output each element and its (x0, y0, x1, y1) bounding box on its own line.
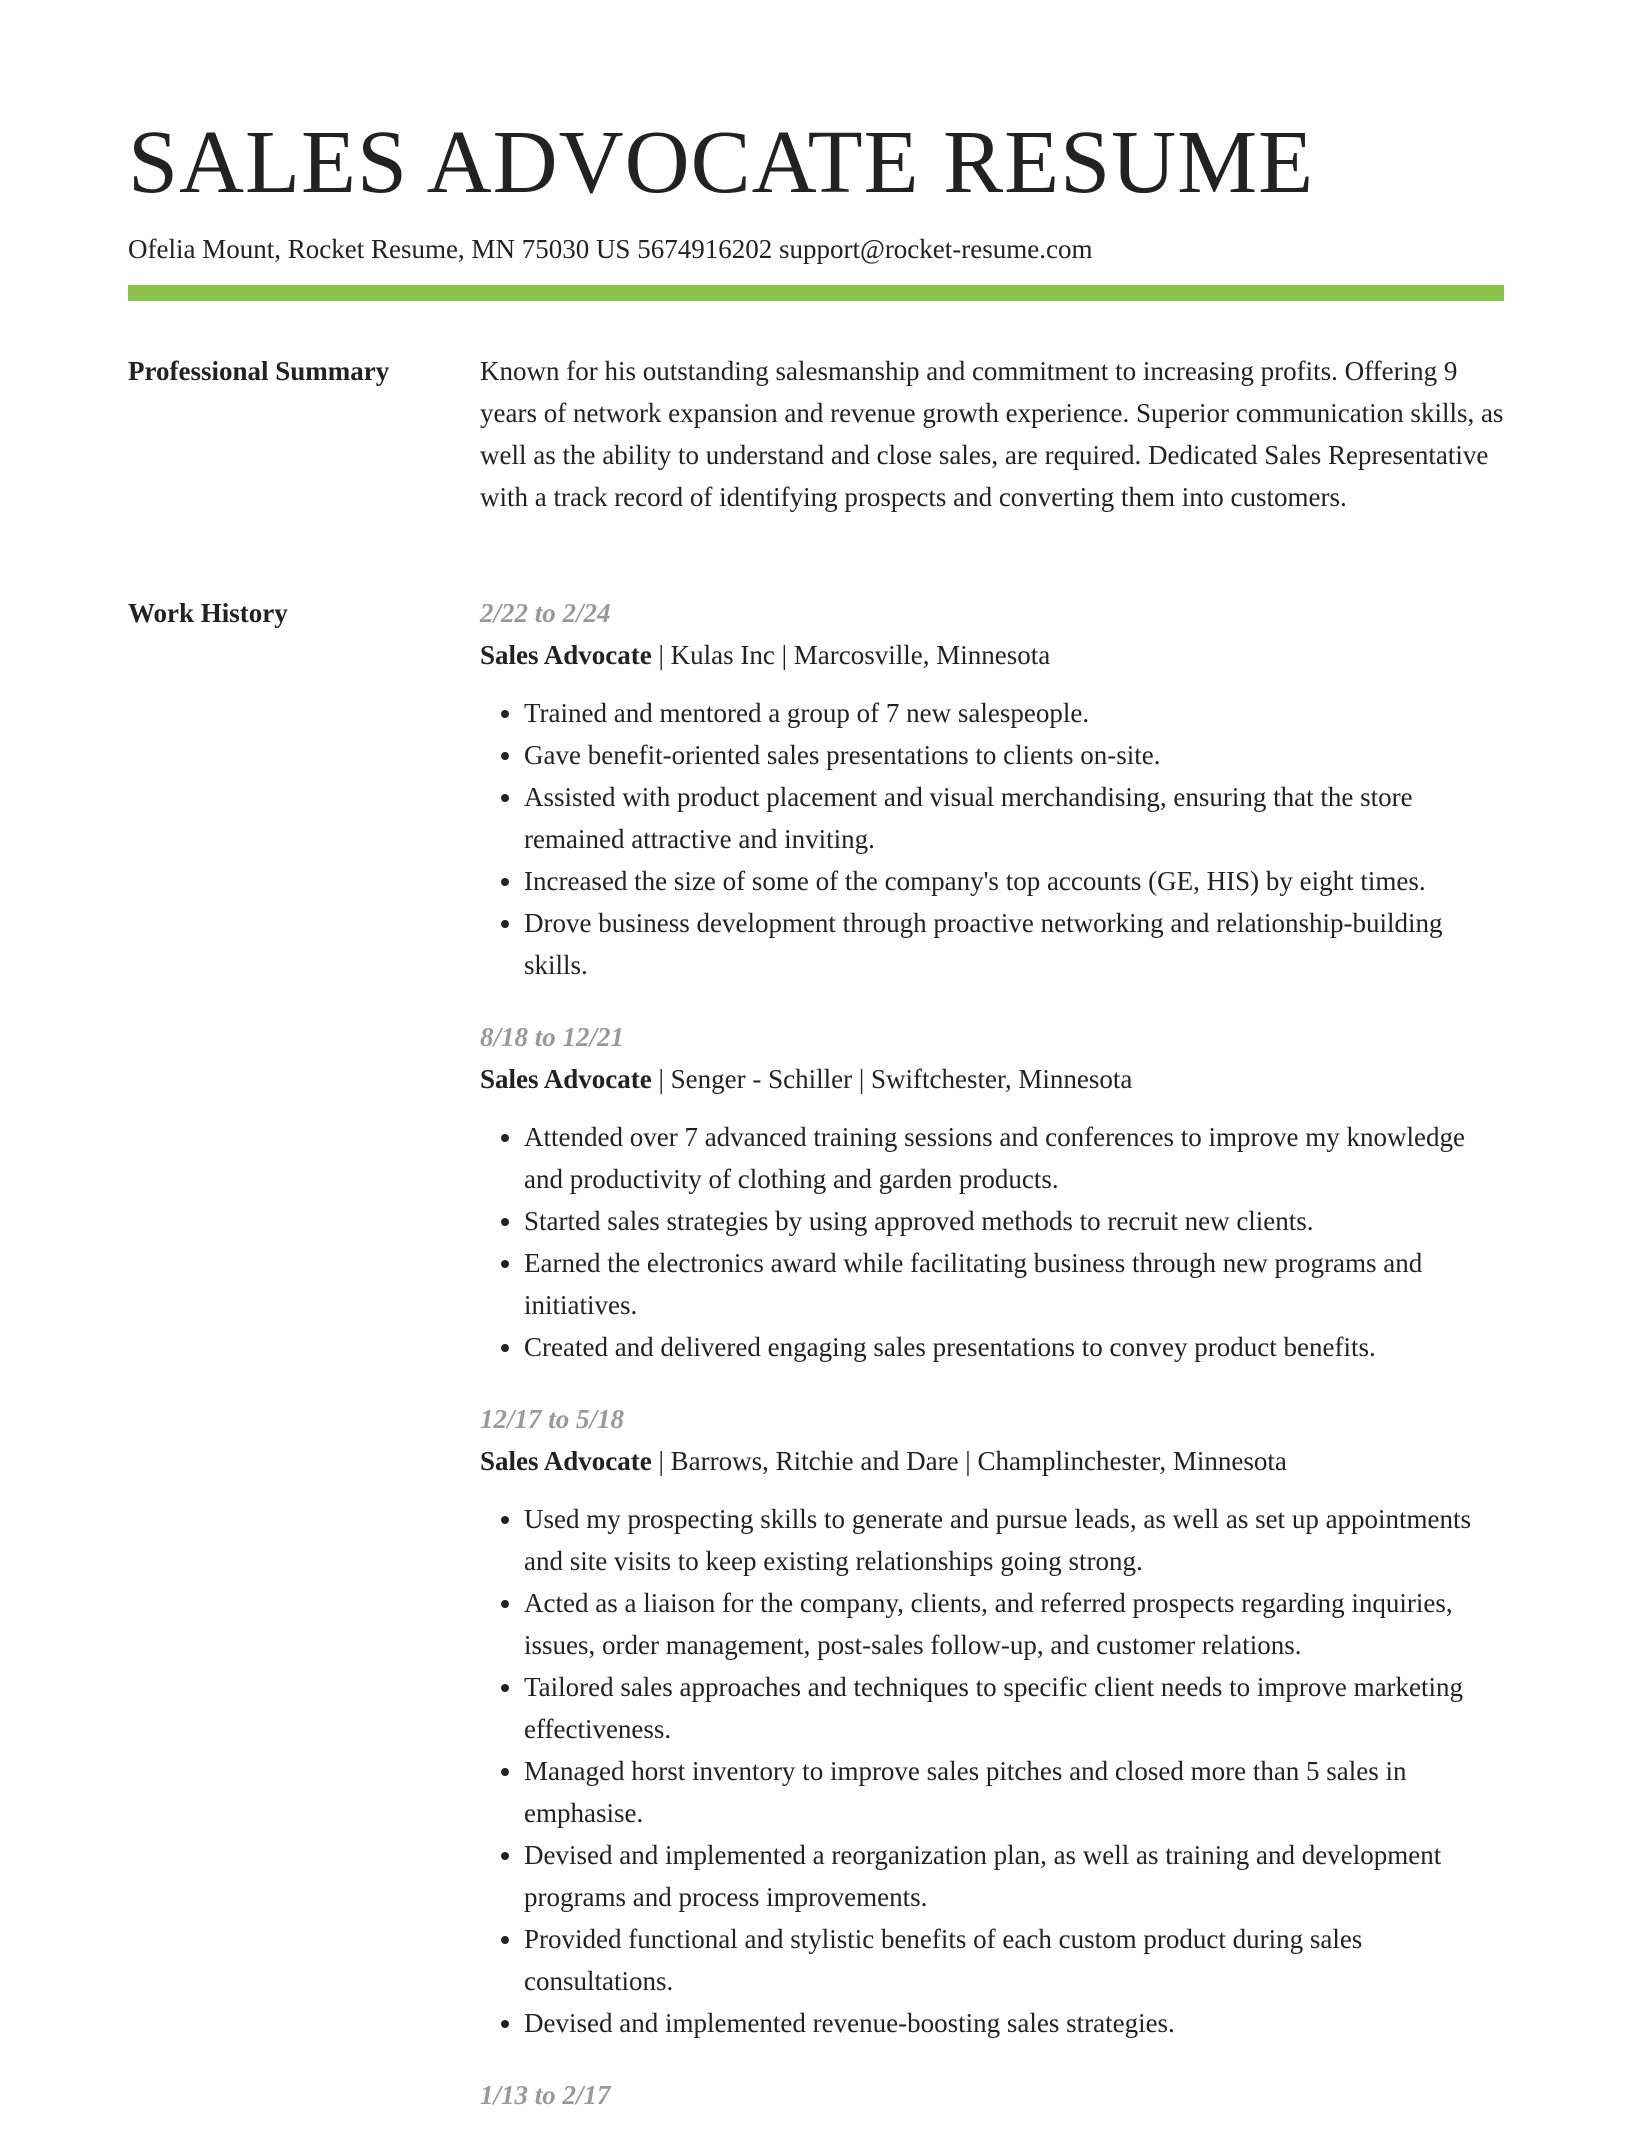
job-entry (480, 1016, 1504, 1368)
job-bullet: • Earned the electronics award while facilitating business through new programs and initiatives. (524, 1242, 1504, 1326)
job-details: | Senger - Schiller | Swiftchester, Minnesota (651, 1064, 1133, 1094)
job-entry (480, 592, 1504, 986)
job-bullet: • Managed horst inventory to improve sales pitches and closed more than 5 sales in emphasise. (524, 1750, 1504, 1834)
job-dates: 12/17 to 5/18 (480, 1404, 625, 1434)
job-bullet-list (480, 692, 1504, 986)
summary-label: Professional Summary (128, 356, 390, 386)
job-bullet: • Tailored sales approaches and techniques to specific client needs to improve marketing effectiveness. (524, 1666, 1504, 1750)
job-entry (480, 2074, 1504, 2116)
job-details: | Barrows, Ritchie and Dare | Champlinchester, Minnesota (651, 1446, 1287, 1476)
job-bullet: • Attended over 7 advanced training sessions and conferences to improve my knowledge and productivity of clothing and garden products. (524, 1116, 1504, 1200)
header-divider (128, 285, 1504, 301)
job-bullet: • Acted as a liaison for the company, clients, and referred prospects regarding inquiries, issues, order management, post-sales follow-up, and customer relations. (524, 1582, 1504, 1666)
job-bullet: • Used my prospecting skills to generate and pursue leads, as well as set up appointments and site visits to keep existing relationships going strong. (524, 1498, 1504, 1582)
job-list (480, 592, 1504, 2146)
job-bullet: • Devised and implemented a reorganization plan, as well as training and development programs and process improvements. (524, 1834, 1504, 1918)
contact-line: Ofelia Mount, Rocket Resume, MN 75030 US 5674916202 support@rocket-resume.com (128, 234, 1093, 264)
job-bullet: • Increased the size of some of the company's top accounts (GE, HIS) by eight times. (524, 860, 1504, 902)
job-dates: 1/13 to 2/17 (480, 2080, 611, 2110)
job-bullet: • Drove business development through proactive networking and relationship-building skills. (524, 902, 1504, 986)
job-heading (480, 634, 1504, 676)
job-heading (480, 1440, 1504, 1482)
job-bullet: • Assisted with product placement and visual merchandising, ensuring that the store remained attractive and inviting. (524, 776, 1504, 860)
job-entry (480, 1398, 1504, 2044)
job-bullet: • Devised and implemented revenue-boosting sales strategies. (524, 2002, 1504, 2044)
job-title: Sales Advocate (480, 1446, 652, 1476)
job-title: Sales Advocate (480, 1064, 652, 1094)
job-bullet: • Provided functional and stylistic benefits of each custom product during sales consultations. (524, 1918, 1504, 2002)
job-bullet: • Started sales strategies by using approved methods to recruit new clients. (524, 1200, 1504, 1242)
summary-text: Known for his outstanding salesmanship and commitment to increasing profits. Offering 9 years of network expansion and revenue growth experience. Superior communication skills, as well as the ability to understand and close sales, are required. Dedicated Sales Representative with a track record of identifying prospects and converting them into customers. (480, 356, 1504, 512)
job-details: | Kulas Inc | Marcosville, Minnesota (651, 640, 1051, 670)
job-title: Sales Advocate (480, 640, 652, 670)
job-bullet: • Trained and mentored a group of 7 new salespeople. (524, 692, 1504, 734)
job-dates: 2/22 to 2/24 (480, 598, 611, 628)
job-heading (480, 1058, 1504, 1100)
job-dates: 8/18 to 12/21 (480, 1022, 625, 1052)
work-history-label: Work History (128, 598, 288, 628)
job-bullet-list (480, 1498, 1504, 2044)
job-bullet: • Gave benefit-oriented sales presentations to clients on-site. (524, 734, 1504, 776)
resume-title: SALES ADVOCATE RESUME (128, 113, 1315, 212)
job-bullet: • Created and delivered engaging sales presentations to convey product benefits. (524, 1326, 1504, 1368)
job-bullet-list (480, 1116, 1504, 1368)
